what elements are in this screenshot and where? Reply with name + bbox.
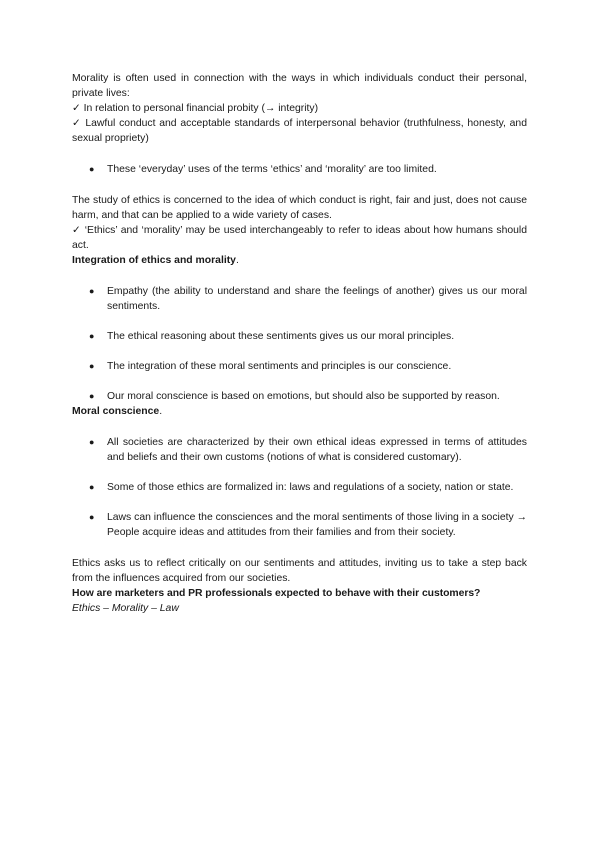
moral-conscience-heading-text: Moral conscience xyxy=(72,406,160,417)
bullet-icon: ● xyxy=(89,286,95,296)
study-of-ethics-paragraph: The study of ethics is concerned to the idea of which conduct is right, fair and just, does not cause harm, and that can be applied to a wide variety of cases. xyxy=(72,195,527,221)
list-item xyxy=(72,480,527,495)
list-item xyxy=(72,435,527,465)
bullet-icon: ● xyxy=(89,331,95,341)
check-item-lawful-conduct: ✓ Lawful conduct and acceptable standards of interpersonal behavior (truthfulness, honesty, and sexual propriety) xyxy=(72,118,527,144)
check-item-interchangeable: ✓ ‘Ethics’ and ‘morality’ may be used interchangeably to refer to ideas about how humans should act. xyxy=(72,225,527,251)
morality-usage-paragraph: Morality is often used in connection with the ways in which individuals conduct their personal, private lives: xyxy=(72,73,527,99)
integration-heading xyxy=(72,253,527,268)
list-item xyxy=(72,329,527,344)
moral-conscience-heading xyxy=(72,404,527,419)
moral-conscience-list xyxy=(72,435,527,540)
list-item-text: Empathy (the ability to understand and share the feelings of another) gives us our moral sentiments. xyxy=(107,286,527,312)
list-item xyxy=(72,359,527,374)
list-item-text: Our moral conscience is based on emotions, but should also be supported by reason. xyxy=(107,391,500,402)
integration-heading-dot: . xyxy=(235,255,239,266)
list-item-text: All societies are characterized by their own ethical ideas expressed in terms of attitudes and beliefs and their own customs (notions of what is considered customary). xyxy=(107,437,527,463)
list-item-text: These ‘everyday’ uses of the terms ‘ethics’ and ‘morality’ are too limited. xyxy=(107,164,437,175)
reflect-paragraph: Ethics asks us to reflect critically on our sentiments and attitudes, inviting us to take a step back from the influences acquired from our societies. xyxy=(72,558,527,584)
bullet-icon: ● xyxy=(89,391,95,401)
list-item xyxy=(72,510,527,540)
integration-list xyxy=(72,284,527,404)
limited-uses-list xyxy=(72,162,527,177)
bullet-icon: ● xyxy=(89,164,95,174)
closing-question: How are marketers and PR professionals expected to behave with their customers? xyxy=(72,588,481,599)
keywords-line: Ethics – Morality – Law xyxy=(72,603,179,614)
list-item-text: Some of those ethics are formalized in: laws and regulations of a society, nation or state. xyxy=(107,482,514,493)
list-item-text: Laws can influence the consciences and the moral sentiments of those living in a society → People acquire ideas and attitudes from their families and from their society. xyxy=(107,512,527,538)
bullet-icon: ● xyxy=(89,437,95,447)
list-item-text: The integration of these moral sentiments and principles is our conscience. xyxy=(107,361,452,372)
document-page xyxy=(72,71,527,616)
list-item xyxy=(72,162,527,177)
list-item xyxy=(72,389,527,404)
list-item xyxy=(72,284,527,314)
check-item-integrity: ✓ In relation to personal financial probity (→ integrity) xyxy=(72,103,319,114)
list-item-text: The ethical reasoning about these sentiments gives us our moral principles. xyxy=(107,331,455,342)
bullet-icon: ● xyxy=(89,482,95,492)
moral-conscience-heading-dot: . xyxy=(159,406,163,417)
bullet-icon: ● xyxy=(89,512,95,522)
bullet-icon: ● xyxy=(89,361,95,371)
integration-heading-text: Integration of ethics and morality xyxy=(72,255,236,266)
